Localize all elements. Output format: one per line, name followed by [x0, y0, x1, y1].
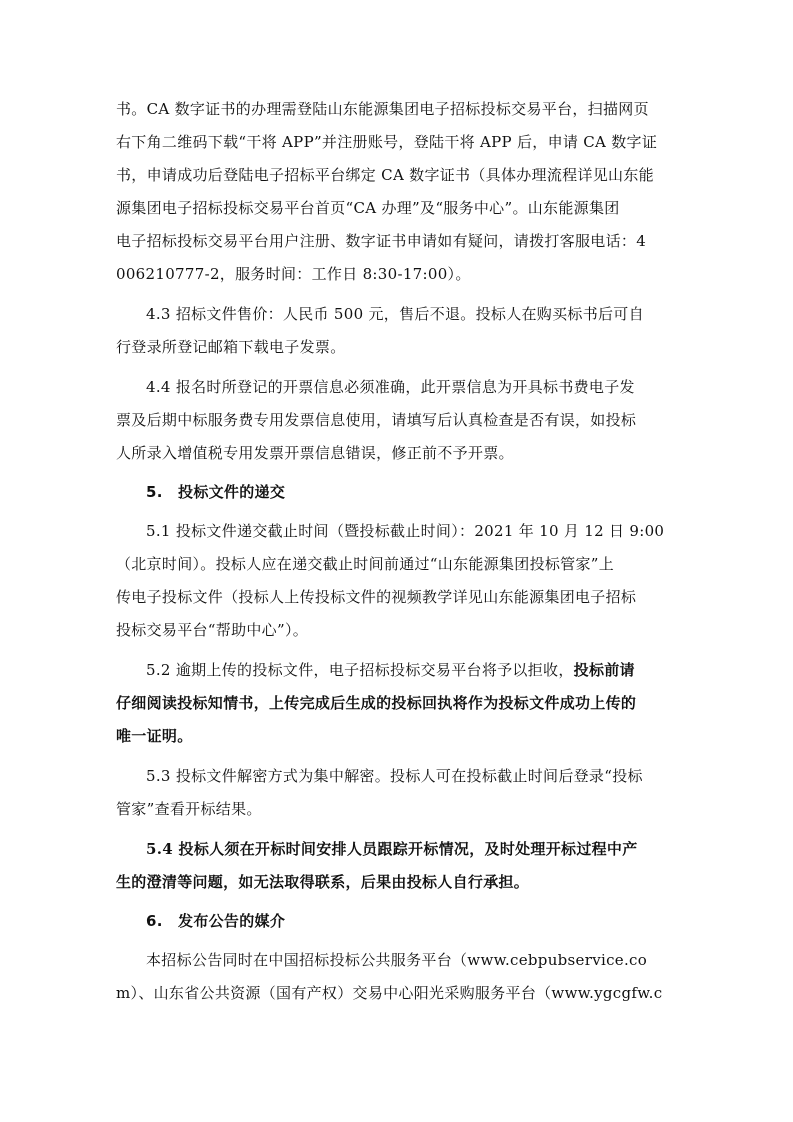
clause-5-2-bold-line: 唯一证明。 — [116, 727, 193, 745]
clause-5-2-text: 5.2 逾期上传的投标文件，电子招标投标交易平台将予以拒收， — [146, 661, 574, 679]
clause-5-2-line — [146, 659, 635, 680]
paragraph-line: 电子招标投标交易平台用户注册、数字证书申请如有疑问，请拨打客服电话：4 — [116, 232, 647, 250]
paragraph-line: 书。CA 数字证书的办理需登陆山东能源集团电子招标投标交易平台，扫描网页 — [116, 100, 649, 118]
clause-4-4-line: 人所录入增值税专用发票开票信息错误，修正前不予开票。 — [116, 444, 514, 462]
clause-4-3-line: 4.3 招标文件售价：人民币 500 元，售后不退。投标人在购买标书后可自 — [146, 305, 644, 323]
clause-5-3-line: 管家”查看开标结果。 — [116, 800, 262, 818]
clause-5-2-bold-text: 投标前请 — [573, 661, 635, 679]
section-heading-6: 6. 发布公告的媒介 — [146, 912, 286, 930]
clause-5-1-line: （北京时间）。投标人应在递交截止时间前通过“山东能源集团投标管家”上 — [116, 555, 615, 573]
clause-4-3-line: 行登录所登记邮箱下载电子发票。 — [116, 338, 346, 356]
paragraph-line: 右下角二维码下载“干将 APP”并注册账号，登陆干将 APP 后，申请 CA 数字证 — [116, 133, 658, 151]
clause-4-4-line: 4.4 报名时所登记的开票信息必须准确，此开票信息为开具标书费电子发 — [146, 378, 635, 396]
media-paragraph-line: m）、山东省公共资源（国有产权）交易中心阳光采购服务平台（www.ygcgfw.c — [116, 984, 663, 1002]
clause-5-1-line: 传电子投标文件（投标人上传投标文件的视频教学详见山东能源集团电子招标 — [116, 588, 637, 606]
paragraph-line: 书，申请成功后登陆电子招标平台绑定 CA 数字证书（具体办理流程详见山东能 — [116, 166, 654, 184]
paragraph-line: 源集团电子招标投标交易平台首页“CA 办理”及“服务中心”。山东能源集团 — [116, 199, 620, 217]
paragraph-line: 006210777-2，服务时间：工作日 8:30-17:00）。 — [116, 265, 471, 283]
clause-4-4-line: 票及后期中标服务费专用发票信息使用，请填写后认真检查是否有误，如投标 — [116, 411, 637, 429]
media-paragraph-line: 本招标公告同时在中国招标投标公共服务平台（www.cebpubservice.co — [146, 951, 648, 969]
section-heading-5: 5. 投标文件的递交 — [146, 483, 286, 501]
clause-5-1-line: 投标交易平台“帮助中心”）。 — [116, 621, 309, 639]
clause-5-2-bold-line: 仔细阅读投标知情书，上传完成后生成的投标回执将作为投标文件成功上传的 — [116, 694, 637, 712]
clause-5-4-line: 5.4 投标人须在开标时间安排人员跟踪开标情况，及时处理开标过程中产 — [146, 840, 638, 858]
clause-5-3-line: 5.3 投标文件解密方式为集中解密。投标人可在投标截止时间后登录“投标 — [146, 767, 643, 785]
clause-5-4-line: 生的澄清等问题，如无法取得联系，后果由投标人自行承担。 — [116, 873, 530, 891]
clause-5-1-line: 5.1 投标文件递交截止时间（暨投标截止时间）：2021 年 10 月 12 日 9:00 — [146, 522, 665, 540]
